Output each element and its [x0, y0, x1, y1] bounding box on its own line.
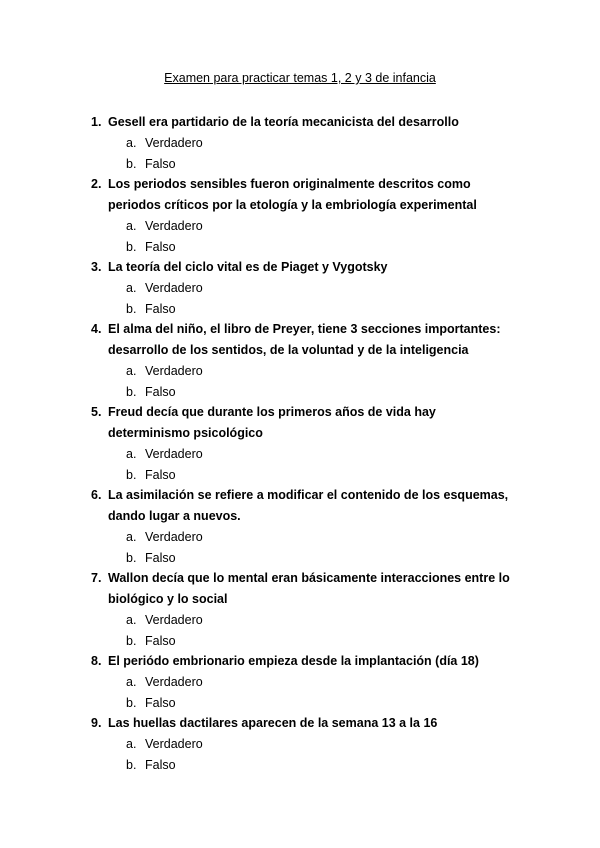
option-b — [0, 237, 600, 258]
option-text: Verdadero — [145, 136, 203, 150]
option-b — [0, 548, 600, 569]
option-a — [0, 444, 600, 465]
question-text: Las huellas dactilares aparecen de la semana 13 a la 16 — [108, 716, 438, 730]
option-b — [0, 382, 600, 403]
option-a — [0, 278, 600, 299]
question-number: 7. — [91, 571, 102, 585]
option-list — [0, 216, 600, 257]
option-a — [0, 734, 600, 755]
option-list — [0, 361, 600, 402]
option-letter: b. — [126, 239, 137, 254]
option-letter: b. — [126, 757, 137, 772]
option-text: Falso — [145, 695, 176, 710]
option-text: Falso — [145, 633, 176, 648]
question-8 — [0, 651, 600, 713]
question-text: Freud decía que durante los primeros años de vida hay determinismo psicológico — [108, 405, 436, 440]
question-text: El alma del niño, el libro de Preyer, tiene 3 secciones importantes: desarrollo de los sentidos, de la voluntad y de la inteligencia — [108, 322, 501, 357]
question-number: 6. — [91, 488, 102, 502]
question-number: 8. — [91, 654, 102, 668]
option-text: Verdadero — [145, 530, 203, 544]
question-3 — [0, 257, 600, 319]
option-text: Verdadero — [145, 364, 203, 378]
option-letter: a. — [126, 136, 137, 150]
question-text: Wallon decía que lo mental eran básicamente interacciones entre lo biológico y lo social — [108, 571, 510, 606]
question-number: 2. — [91, 177, 102, 191]
question-number: 9. — [91, 716, 102, 730]
option-text: Verdadero — [145, 737, 203, 751]
option-text: Verdadero — [145, 675, 203, 689]
option-text: Falso — [145, 550, 176, 565]
option-a — [0, 133, 600, 154]
option-text: Verdadero — [145, 447, 203, 461]
option-a — [0, 527, 600, 548]
option-list — [0, 672, 600, 713]
option-letter: b. — [126, 467, 137, 482]
option-b — [0, 631, 600, 652]
question-list — [0, 112, 600, 775]
question-9 — [0, 713, 600, 775]
question-text: La asimilación se refiere a modificar el contenido de los esquemas, dando lugar a nuevos. — [108, 488, 509, 523]
option-list — [0, 133, 600, 174]
question-text: El periódo embrionario empieza desde la implantación (día 18) — [108, 654, 479, 668]
option-text: Falso — [145, 757, 176, 772]
option-letter: a. — [126, 675, 137, 689]
option-b — [0, 299, 600, 320]
option-text: Verdadero — [145, 281, 203, 295]
option-a — [0, 672, 600, 693]
question-7 — [0, 568, 600, 651]
question-5 — [0, 402, 600, 485]
option-letter: a. — [126, 530, 137, 544]
option-list — [0, 527, 600, 568]
option-text: Falso — [145, 156, 176, 171]
option-letter: a. — [126, 364, 137, 378]
question-4 — [0, 319, 600, 402]
option-letter: b. — [126, 695, 137, 710]
option-b — [0, 693, 600, 714]
option-text: Falso — [145, 384, 176, 399]
option-b — [0, 154, 600, 175]
question-text: Gesell era partidario de la teoría mecanicista del desarrollo — [108, 115, 459, 129]
option-letter: a. — [126, 219, 137, 233]
question-text: Los periodos sensibles fueron originalmente descritos como periodos críticos por la etología y la embriología experimental — [108, 177, 477, 212]
question-text: La teoría del ciclo vital es de Piaget y Vygotsky — [108, 260, 388, 274]
option-text: Verdadero — [145, 613, 203, 627]
option-letter: b. — [126, 384, 137, 399]
option-text: Falso — [145, 301, 176, 316]
option-list — [0, 610, 600, 651]
option-letter: b. — [126, 156, 137, 171]
option-a — [0, 216, 600, 237]
option-list — [0, 278, 600, 319]
option-letter: b. — [126, 301, 137, 316]
option-b — [0, 755, 600, 776]
document-title: Examen para practicar temas 1, 2 y 3 de infancia — [164, 71, 436, 85]
question-2 — [0, 174, 600, 257]
option-text: Falso — [145, 467, 176, 482]
question-number: 4. — [91, 322, 102, 336]
option-letter: a. — [126, 613, 137, 627]
question-number: 1. — [91, 115, 102, 129]
option-letter: b. — [126, 633, 137, 648]
option-list — [0, 734, 600, 775]
option-list — [0, 444, 600, 485]
option-text: Falso — [145, 239, 176, 254]
option-a — [0, 610, 600, 631]
option-text: Verdadero — [145, 219, 203, 233]
question-1 — [0, 112, 600, 174]
question-number: 5. — [91, 405, 102, 419]
option-letter: b. — [126, 550, 137, 565]
question-6 — [0, 485, 600, 568]
option-a — [0, 361, 600, 382]
option-b — [0, 465, 600, 486]
option-letter: a. — [126, 281, 137, 295]
question-number: 3. — [91, 260, 102, 274]
option-letter: a. — [126, 447, 137, 461]
option-letter: a. — [126, 737, 137, 751]
